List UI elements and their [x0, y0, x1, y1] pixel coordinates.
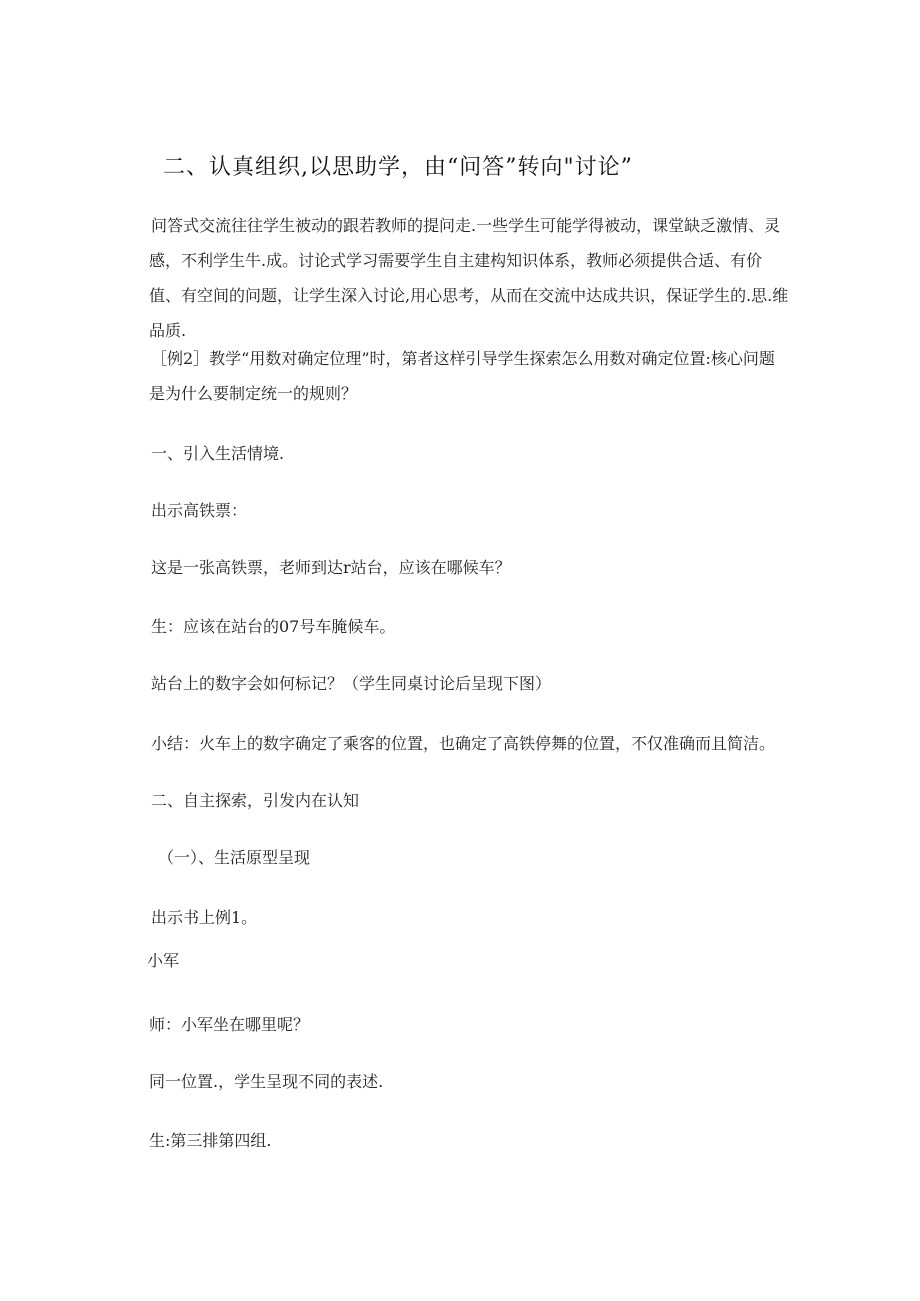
text-line: 一、引入生活情境.: [151, 444, 285, 463]
text-line: 同一位置.，学生呈现不同的表述.: [149, 1072, 384, 1091]
text-line: 二、自主探索，引发内在认知: [151, 791, 360, 810]
text-line: 生:第三排第四组.: [149, 1131, 272, 1150]
text-line: 小军: [147, 951, 180, 970]
text-line: 出示书上例1。: [151, 908, 258, 927]
text-line: 师：小军坐在哪里呢？: [149, 1015, 310, 1034]
section-heading: 二、认真组织,以思助学，由“问答”转向"讨论”: [163, 155, 633, 180]
text-line: 出示高铁票：: [151, 501, 248, 520]
text-line: 生：应该在站台的07号车腌候车。: [151, 617, 396, 636]
text-line: 站台上的数字会如何标记？（学生同桌讨论后呈现下图）: [151, 674, 552, 693]
paragraph-intro: 问答式交流往往学生被动的跟若教师的提问走.一些学生可能学得被动，课堂缺乏激情、灵感，不利学生牛.成。讨论式学习需要学生自主建构知识体系，教师必须提供合适、有价值、有空间的问题，让学生深入讨论,用心思考，从而在交流中达成共识，保证学生的.思.维品质.: [149, 216, 789, 340]
text-line: 小结：火车上的数字确定了乘客的位置，也确定了高铁停舞的位置，不仅准确而且简洁。: [151, 734, 776, 753]
paragraph-example: ［例2］教学“用数对确定位理”时，第者这样引导学生探索怎么用数对确定位置:核心问题是为什么要制定统一的规则？: [149, 349, 775, 403]
text-line: 这是一张高铁票，老师到达r站台，应该在哪候车？: [151, 558, 511, 577]
text-line: （一）、生活原型呈现: [158, 848, 311, 867]
